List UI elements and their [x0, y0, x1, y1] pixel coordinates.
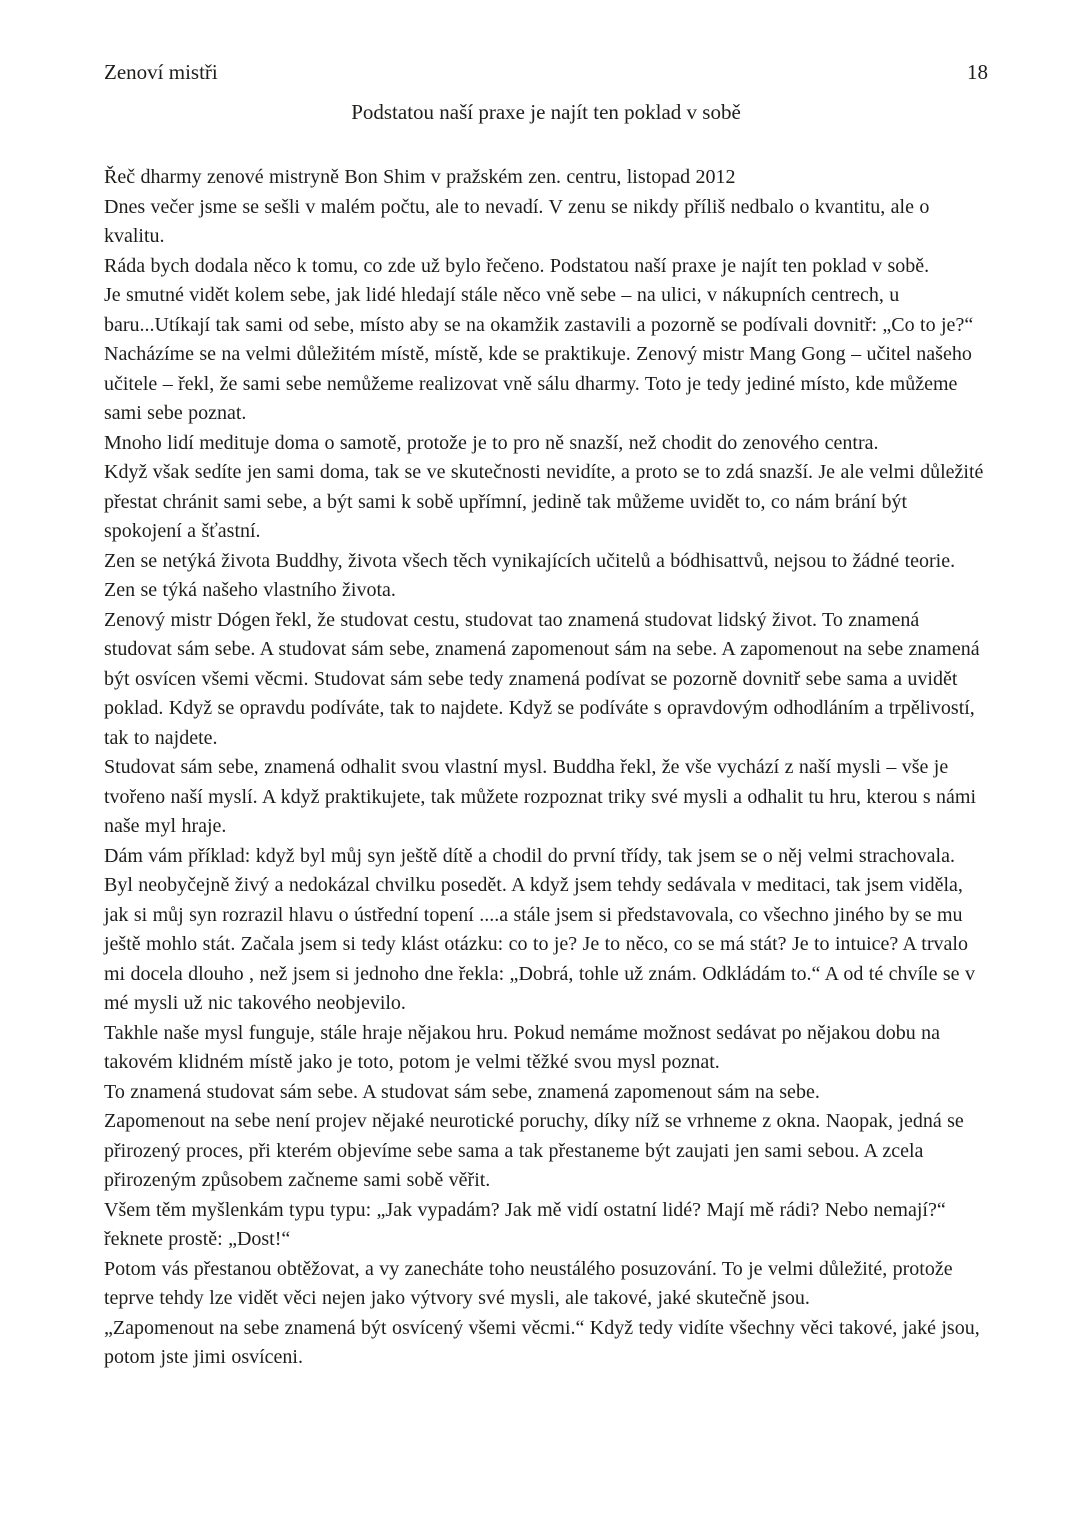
- paragraph: Zenový mistr Dógen řekl, že studovat cestu, studovat tao znamená studovat lidský život. To znamená studovat sám sebe. A studovat sám sebe, znamená zapomenout sám na sebe. A zapomenout na sebe znamená být osvícen všemi věcmi. Studovat sám sebe tedy znamená podívat se pozorně dovnitř sebe sama a uvidět poklad. Když se opravdu podíváte, tak to najdete. Když se podíváte s opravdovým odhodláním a trpělivostí, tak to najdete.: [104, 608, 980, 749]
- page-number: 18: [967, 60, 988, 84]
- paragraph: To znamená studovat sám sebe. A studovat sám sebe, znamená zapomenout sám na sebe.: [104, 1080, 820, 1103]
- body-text: [104, 163, 988, 1373]
- paragraph: Dám vám příklad: když byl můj syn ještě dítě a chodil do první třídy, tak jsem se o něj velmi strachovala. Byl neobyčejně živý a nedokázal chvilku posedět. A když jsem tehdy sedávala v meditaci, tak jsem viděla, jak si můj syn rozrazil hlavu o ústřední topení ....a stále jsem si představovala, co všechno jiného by se mu ještě mohlo stát. Začala jsem si tedy klást otázku: co to je? Je to něco, co se má stát? Je to intuice? A trvalo mi docela dlouho , než jsem si jednoho dne řekla: „Dobrá, tohle už znám. Odkládám to.“ A od té chvíle se v mé mysli už nic takového neobjevilo.: [104, 844, 975, 1014]
- running-title: Zenoví mistři: [104, 60, 218, 84]
- paragraph: Studovat sám sebe, znamená odhalit svou vlastní mysl. Buddha řekl, že vše vychází z naší mysli – vše je tvořeno naší myslí. A když praktikujete, tak můžete rozpoznat triky své mysli a odhalit tu hru, kterou s námi naše myl hraje.: [104, 756, 977, 837]
- document-title: Podstatou naší praxe je najít ten poklad v sobě: [351, 100, 741, 124]
- paragraph: Je smutné vidět kolem sebe, jak lidé hledají stále něco vně sebe – na ulici, v nákupních centrech, u baru...Utíkají tak sami od sebe, místo aby se na okamžik zastavili a pozorně se podívali dovnitř: „Co to je?“: [104, 284, 974, 336]
- paragraph: Takhle naše mysl funguje, stále hraje nějakou hru. Pokud nemáme možnost sedávat po nějakou dobu na takovém klidném místě jako je toto, potom je velmi těžké svou mysl poznat.: [104, 1021, 941, 1073]
- paragraph: Zapomenout na sebe není projev nějaké neurotické poruchy, díky níž se vrhneme z okna. Naopak, jedná se přirozený proces, při kterém objevíme sebe sama a tak přestaneme být zaujati jen sami sebou. A zcela přirozeným způsobem začneme sami sobě věřit.: [104, 1110, 964, 1191]
- paragraph: Mnoho lidí medituje doma o samotě, protože je to pro ně snazší, než chodit do zenového centra.: [104, 431, 879, 454]
- paragraph: Řeč dharmy zenové mistryně Bon Shim v pražském zen. centru, listopad 2012: [104, 166, 736, 188]
- paragraph: Zen se netýká života Buddhy, života všech těch vynikajících učitelů a bódhisattvů, nejsou to žádné teorie. Zen se týká našeho vlastního života.: [104, 549, 956, 601]
- page-header: [104, 60, 988, 85]
- paragraph: Ráda bych dodala něco k tomu, co zde už bylo řečeno. Podstatou naší praxe je najít ten poklad v sobě.: [104, 254, 930, 277]
- paragraph: Dnes večer jsme se sešli v malém počtu, ale to nevadí. V zenu se nikdy příliš nedbalo o kvantitu, ale o kvalitu.: [104, 195, 930, 247]
- paragraph: Když však sedíte jen sami doma, tak se ve skutečnosti nevidíte, a proto se to zdá snazší. Je ale velmi důležité přestat chránit sami sebe, a být sami k sobě upřímní, jedině tak můžeme uvidět to, co nám brání být spokojení a šťastní.: [104, 461, 984, 542]
- paragraph: Nacházíme se na velmi důležitém místě, místě, kde se praktikuje. Zenový mistr Mang Gong – učitel našeho učitele – řekl, že sami sebe nemůžeme realizovat vně sálu dharmy. Toto je tedy jediné místo, kde můžeme sami sebe poznat.: [104, 343, 972, 424]
- paragraph: „Zapomenout na sebe znamená být osvícený všemi věcmi.“ Když tedy vidíte všechny věci takové, jaké jsou, potom jste jimi osvíceni.: [104, 1316, 980, 1368]
- paragraph: Všem těm myšlenkám typu typu: „Jak vypadám? Jak mě vidí ostatní lidé? Mají mě rádi? Nebo nemají?“ řeknete prostě: „Dost!“: [104, 1198, 946, 1250]
- paragraph: Potom vás přestanou obtěžovat, a vy zanecháte toho neustálého posuzování. To je velmi důležité, protože teprve tehdy lze vidět věci nejen jako výtvory své mysli, ale takové, jaké skutečně jsou.: [104, 1257, 953, 1309]
